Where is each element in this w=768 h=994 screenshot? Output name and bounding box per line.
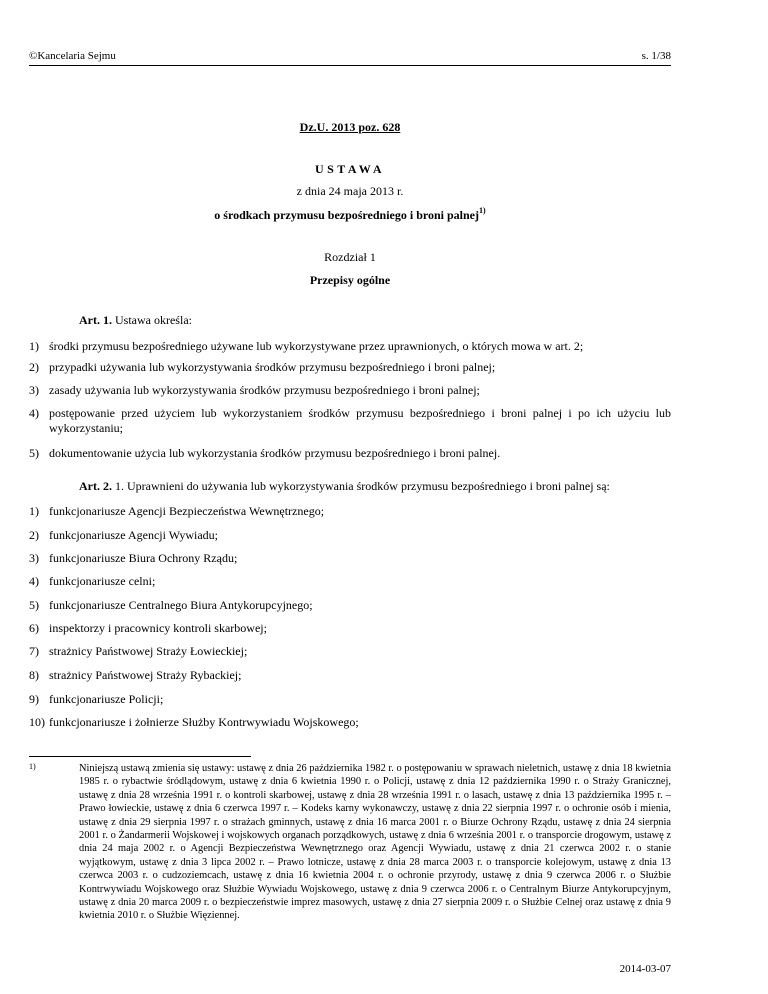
page-number: s. 1/38: [641, 50, 671, 62]
list-item-number: 2): [29, 360, 39, 374]
list-item-number: 6): [29, 621, 39, 635]
list-item-text: funkcjonariusze Biura Ochrony Rządu;: [49, 551, 238, 565]
list-item-text: funkcjonariusze Policji;: [49, 692, 164, 706]
document-type: USTAWA: [314, 162, 386, 176]
list-item-number: 8): [29, 668, 39, 682]
list-item-text: przypadki używania lub wykorzystywania środków przymusu bezpośredniego i broni palnej;: [49, 360, 496, 374]
list-item-number: 3): [29, 551, 39, 565]
list-item-text: strażnicy Państwowej Straży Łowieckiej;: [49, 644, 248, 658]
footnote-mark: 1): [29, 762, 36, 771]
list-item-number: 9): [29, 692, 39, 706]
list-item-number: 2): [29, 528, 39, 542]
art2-intro-text: 1. Uprawnieni do używania lub wykorzystywania środków przymusu bezpośredniego i broni palnej są:: [112, 479, 610, 493]
list-item-number: 4): [29, 406, 39, 420]
list-item-text: funkcjonariusze Agencji Bezpieczeństwa Wewnętrznego;: [49, 504, 325, 518]
list-item-number: 1): [29, 339, 39, 353]
list-item-text: inspektorzy i pracownicy kontroli skarbowej;: [49, 621, 267, 635]
list-item-number: 7): [29, 644, 39, 658]
list-item-number: 5): [29, 446, 39, 460]
list-item-number: 1): [29, 504, 39, 518]
art1-intro: [79, 313, 192, 328]
art2-intro: [79, 479, 610, 494]
list-item-text: postępowanie przed użyciem lub wykorzystaniem środków przymusu bezpośredniego i broni palnej i po ich użyciu lub wykorzystaniu;: [49, 406, 671, 435]
list-item-text: funkcjonariusze Agencji Wywiadu;: [49, 528, 219, 542]
list-item-text: funkcjonariusze Centralnego Biura Antykorupcyjnego;: [49, 598, 313, 612]
page-header: [29, 50, 671, 66]
list-item-text: zasady używania lub wykorzystywania środków przymusu bezpośredniego i broni palnej;: [49, 383, 480, 397]
document-title-text: o środkach przymusu bezpośredniego i broni palnej: [214, 208, 480, 222]
publisher-label: ©Kancelaria Sejmu: [29, 50, 116, 62]
footnote-divider: [29, 756, 251, 757]
footnote-text: Niniejszą ustawą zmienia się ustawy: ustawę z dnia 26 października 1982 r. o postępowaniu w sprawach nieletnich, ustawę z dnia 18 kwietnia 1985 r. o rybactwie śródlądowym, ustawę z dnia 6 kwietnia 1990 r. o Policji, ustawę z dnia 12 października 1990 r. o Straży Granicznej, ustawę z dnia 28 września 1991 r. o kontroli skarbowej, ustawę z dnia 28 września 1991 r. o lasach, ustawę z dnia 13 października 1995 r. – Prawo łowieckie, ustawę z dnia 6 czerwca 1997 r. – Kodeks karny wykonawczy, ustawę z dnia 22 sierpnia 1997 r. o ochronie osób i mienia, ustawę z dnia 29 sierpnia 1997 r. o strażach gminnych, ustawę z dnia 16 marca 2001 r. o Biurze Ochrony Rządu, ustawę z dnia 24 sierpnia 2001 r. o Żandarmerii Wojskowej i wojskowych organach porządkowych, ustawę z dnia 6 września 2001 r. o transporcie drogowym, ustawę z dnia 24 maja 2002 r. o Agencji Bezpieczeństwa Wewnętrznego oraz Agencji Wywiadu, ustawę z dnia 21 czerwca 2002 r. o stanie wyjątkowym, ustawę z dnia 3 lipca 2002 r. – Prawo lotnicze, ustawę z dnia 28 marca 2003 r. o transporcie kolejowym, ustawę z dnia 13 czerwca 2003 r. o cudzoziemcach, ustawę z dnia 16 kwietnia 2004 r. o ochronie przyrody, ustawę z dnia 9 czerwca 2006 r. o Służbie Kontrwywiadu Wojskowego oraz Służbie Wywiadu Wojskowego, ustawę z dnia 9 czerwca 2006 r. o Centralnym Biurze Antykorupcyjnym, ustawę z dnia 20 marca 2009 r. o bezpieczeństwie imprez masowych, ustawę z dnia 27 sierpnia 2009 r. o Służbie Celnej oraz ustawę z dnia 9 kwietnia 2010 r. o Służbie Więziennej.: [79, 763, 671, 922]
list-item-number: 5): [29, 598, 39, 612]
list-item-number: 4): [29, 574, 39, 588]
document-date: z dnia 24 maja 2013 r.: [296, 184, 404, 198]
document-title: [29, 208, 671, 223]
list-item-text: funkcjonariusze i żołnierze Służby Kontrwywiadu Wojskowego;: [49, 715, 359, 729]
art1-intro-text: Ustawa określa:: [112, 313, 192, 327]
footer-date: 2014-03-07: [619, 963, 671, 975]
list-item-number: 10): [29, 715, 45, 729]
chapter-number: Rozdział 1: [324, 250, 376, 264]
chapter-title: Przepisy ogólne: [309, 273, 391, 287]
list-item-text: dokumentowanie użycia lub wykorzystania środków przymusu bezpośredniego i broni palnej.: [49, 446, 501, 460]
document-reference: Dz.U. 2013 poz. 628: [299, 120, 401, 134]
list-item-text: strażnicy Państwowej Straży Rybackiej;: [49, 668, 242, 682]
art1-label: Art. 1.: [79, 313, 112, 327]
list-item-number: 3): [29, 383, 39, 397]
title-footnote-ref: 1): [479, 206, 486, 215]
list-item-text: funkcjonariusze celni;: [49, 574, 156, 588]
list-item-text: środki przymusu bezpośredniego używane lub wykorzystywane przez uprawnionych, o których mowa w art. 2;: [49, 339, 584, 353]
art2-label: Art. 2.: [79, 479, 112, 493]
